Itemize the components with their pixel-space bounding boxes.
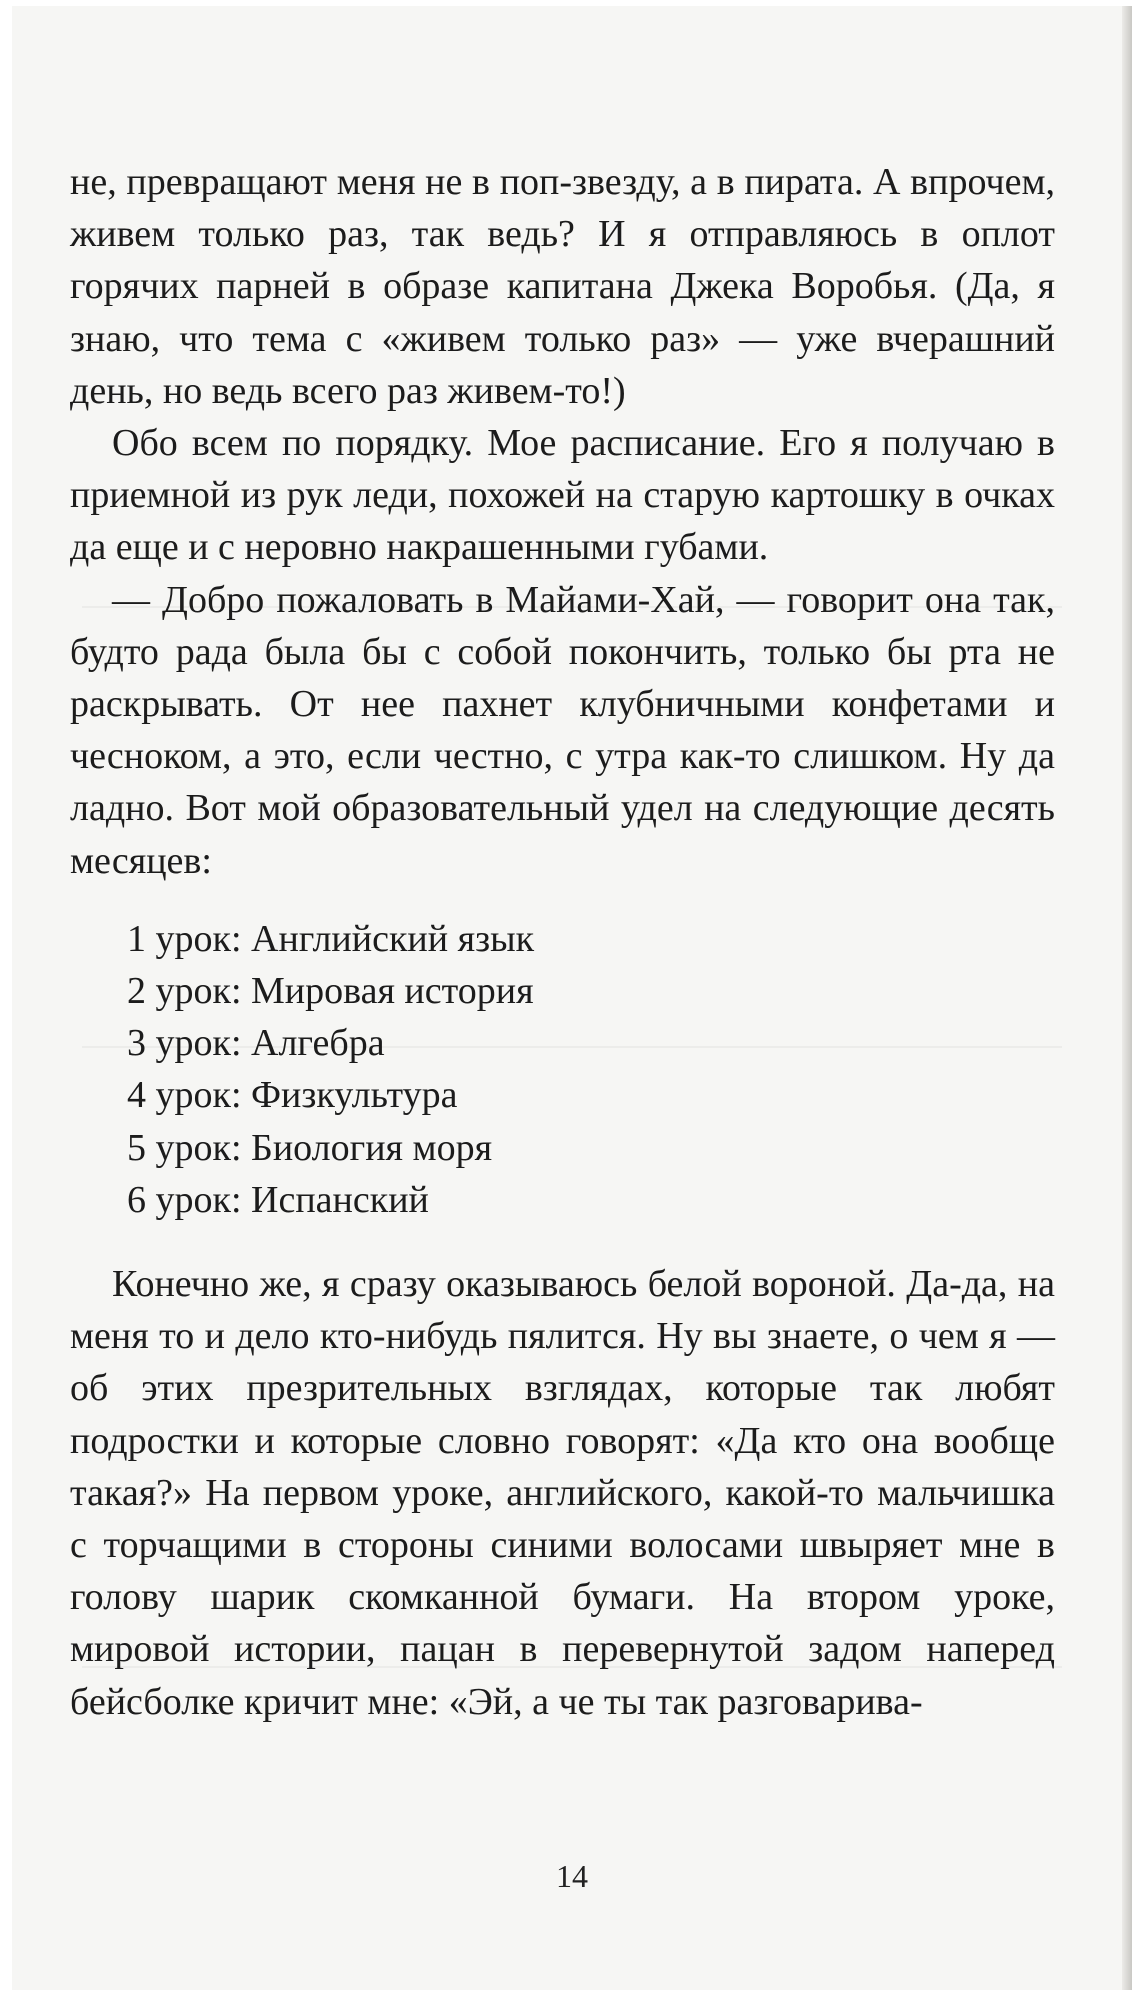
schedule-item: 1 урок: Английский язык <box>127 917 535 960</box>
paragraph-closing: Конечно же, я сразу оказываюсь белой вороной. Да-да, на меня то и дело кто-нибудь пялится. Ну вы знаете, о чем я — об этих презрительных взглядах, которые так любят подростки и которые словно говорят: «Да кто она вообще такая?» На первом уроке, английского, какой-то мальчишка с торчащими в стороны синими волосами швыряет мне в голову шарик скомканной бумаги. На втором уроке, мировой истории, пацан в перевернутой задом наперед бейсболке кричит мне: «Эй, а че ты так разговарива- <box>70 1263 1055 1723</box>
paragraph-schedule-intro: Обо всем по порядку. Мое расписание. Его я получаю в приемной из рук леди, похожей на старую картошку в очках да еще и с неровно накрашенными губами. <box>70 422 1055 569</box>
paragraph-continued: не, превращают меня не в поп-звезду, а в пирата. А впрочем, живем только раз, так ведь? И я отправляюсь в оплот горячих парней в образе капитана Джека Воробья. (Да, я знаю, что тема с «живем только раз» — уже вчерашний день, но ведь всего раз живем-то!) <box>70 161 1055 412</box>
schedule-item: 4 урок: Физкультура <box>127 1074 458 1117</box>
page-body <box>70 156 1055 1728</box>
schedule-item: 5 урок: Биология моря <box>127 1126 493 1169</box>
schedule-item: 3 урок: Алгебра <box>127 1022 385 1065</box>
schedule-item: 6 урок: Испанский <box>127 1178 429 1221</box>
book-page <box>12 6 1132 1990</box>
class-schedule-list <box>70 913 1055 1226</box>
page-number: 14 <box>556 1858 588 1894</box>
schedule-item: 2 урок: Мировая история <box>127 970 534 1013</box>
paragraph-dialogue: — Добро пожаловать в Майами-Хай, — говорит она так, будто рада была бы с собой покончить, только бы рта не раскрывать. От нее пахнет клубничными конфетами и чесноком, а это, если честно, с утра как-то слишком. Ну да ладно. Вот мой образовательный удел на следующие десять месяцев: <box>70 578 1055 882</box>
